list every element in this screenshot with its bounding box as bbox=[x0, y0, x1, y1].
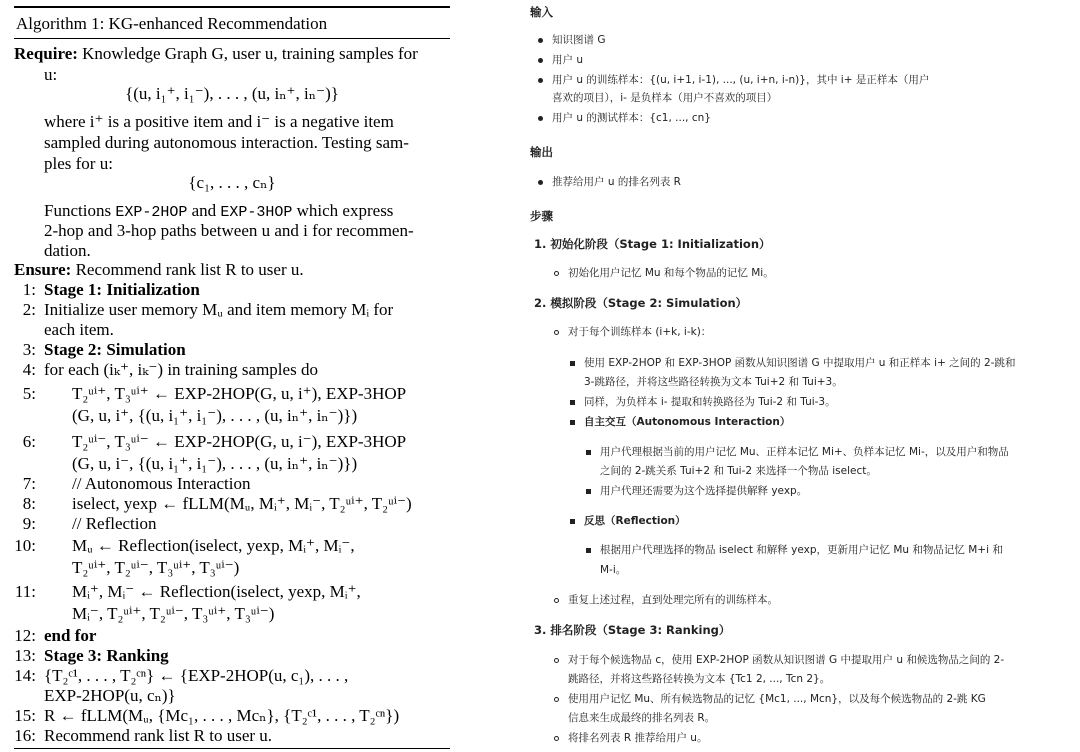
reflection-item-cont: M-i。 bbox=[600, 564, 627, 576]
square-bullet-icon bbox=[586, 548, 591, 553]
square-bullet-icon bbox=[586, 489, 591, 494]
input-item: 用户 u 的测试样本：{c1, ..., cn} bbox=[552, 112, 711, 124]
bullet-icon bbox=[538, 78, 543, 83]
stage3-item: 使用用户记忆 Mu、所有候选物品的记忆 {Mc1, ..., Mcn}，以及每个候选物品的 2-跳 KG bbox=[568, 693, 986, 705]
functions-word: Functions bbox=[44, 201, 112, 220]
input-item: 知识图谱 G bbox=[552, 34, 606, 46]
stage1-item: 初始化用户记忆 Mu 和每个物品的记忆 Mi。 bbox=[568, 267, 774, 279]
output-item: 推荐给用户 u 的排名列表 R bbox=[552, 176, 681, 188]
reflection-title: 反思（Reflection） bbox=[584, 515, 686, 527]
chinese-notes bbox=[510, 0, 1070, 752]
input-item: 用户 u 的训练样本：{(u, i+1, i-1), ..., (u, i+n, i-n)}，其中 i+ 是正样本（用户 bbox=[552, 74, 930, 86]
stage3-item: 对于每个候选物品 c，使用 EXP-2HOP 函数从知识图谱 G 中提取用户 u 和候选物品之间的 2- bbox=[568, 654, 1005, 666]
test-set: {c₁, . . . , cₙ} bbox=[188, 173, 276, 192]
stage2-title: 2. 模拟阶段（Stage 2: Simulation） bbox=[534, 296, 748, 310]
where-line-2: sampled during autonomous interaction. Testing sam- bbox=[44, 133, 409, 152]
ring-bullet-icon bbox=[554, 736, 559, 741]
stage1-title: 1. 初始化阶段（Stage 1: Initialization） bbox=[534, 237, 771, 251]
stage2-item: 同样，为负样本 i- 提取和转换路径为 Tui-2 和 Tui-3。 bbox=[584, 396, 836, 408]
functions-line-3: dation. bbox=[44, 241, 91, 260]
top-rule bbox=[14, 6, 450, 8]
auto-item: 用户代理还需要为这个选择提供解释 yexp。 bbox=[600, 485, 808, 497]
bullet-icon bbox=[538, 58, 543, 63]
stage3-item-cont: 信息来生成最终的排名列表 R。 bbox=[568, 712, 716, 724]
require-label: Require: bbox=[14, 44, 78, 63]
ring-bullet-icon bbox=[554, 271, 559, 276]
bullet-icon bbox=[538, 180, 543, 185]
ring-bullet-icon bbox=[554, 598, 559, 603]
square-bullet-icon bbox=[570, 361, 575, 366]
input-item: 用户 u bbox=[552, 54, 583, 66]
stage2-item: 使用 EXP-2HOP 和 EXP-3HOP 函数从知识图谱 G 中提取用户 u 和正样本 i+ 之间的 2-跳和 bbox=[584, 357, 1016, 369]
square-bullet-icon bbox=[570, 519, 575, 524]
stage3-item: 将排名列表 R 推荐给用户 u。 bbox=[568, 732, 708, 744]
input-item-cont: 喜欢的项目），i- 是负样本（用户不喜欢的项目） bbox=[552, 92, 778, 104]
stage2-item-cont: 3-跳路径，并将这些路径转换为文本 Tui+2 和 Tui+3。 bbox=[584, 376, 843, 388]
input-heading: 输入 bbox=[530, 5, 553, 19]
bullet-icon bbox=[538, 38, 543, 43]
where-line-1: where i⁺ is a positive item and i⁻ is a negative item bbox=[44, 112, 394, 131]
auto-item-cont: 之间的 2-跳关系 Tui+2 和 Tui-2 来选择一个物品 iselect。 bbox=[600, 465, 877, 477]
auto-item: 用户代理根据当前的用户记忆 Mu、正样本记忆 Mi+、负样本记忆 Mi-，以及用户和物品 bbox=[600, 446, 1009, 458]
ensure-label: Ensure: bbox=[14, 260, 72, 279]
steps-heading: 步骤 bbox=[530, 209, 553, 223]
and-word: and bbox=[191, 201, 217, 220]
ring-bullet-icon bbox=[554, 330, 559, 335]
output-heading: 输出 bbox=[530, 145, 553, 159]
exp-2hop-name: EXP-2HOP bbox=[115, 204, 188, 221]
square-bullet-icon bbox=[570, 420, 575, 425]
which-express: which express bbox=[296, 201, 394, 220]
training-set: {(u, i₁⁺, i₁⁻), . . . , (u, iₙ⁺, iₙ⁻)} bbox=[125, 84, 339, 103]
bottom-rule bbox=[14, 748, 450, 749]
where-line-3: ples for u: bbox=[44, 154, 113, 173]
ensure-text: Recommend rank list R to user u. bbox=[75, 260, 304, 279]
title-rule bbox=[14, 38, 450, 39]
ring-bullet-icon bbox=[554, 658, 559, 663]
ensure-line bbox=[14, 260, 304, 280]
square-bullet-icon bbox=[570, 400, 575, 405]
square-bullet-icon bbox=[586, 450, 591, 455]
bullet-icon bbox=[538, 116, 543, 121]
algorithm-box: Algorithm 1: KG-enhanced Recommendation Require: Knowledge Graph G, user u, training samples for u: {(u, i₁⁺, i₁⁻), . . . , (u, iₙ⁺, iₙ⁻)} where i⁺ is a positive item and i⁻ is a negative item sampled during autonomous interaction. Testing sam- ples for u: {c₁, . . . , cₙ} Functions EXP-2HOP and EXP-3HOP which express 2-hop and 3-hop paths between u and i for recommen- dation. Ensure: Recommend rank list R to user u. 1: Stage 1: Initialization 2: Initialize user memory Mᵤ and item memory Mᵢ for each item. 3: Stage 2: Simulation 4: for each (iₖ⁺, iₖ⁻) in training samples do 5: T₂ᵘⁱ⁺, T₃ᵘⁱ⁺ ← EXP-2HOP(G, u, i⁺), EXP-3HOP (G, u, i⁺, {(u, i₁⁺, i₁⁻), . . . , (u, iₙ⁺, iₙ⁻)}) 6: T₂ᵘⁱ⁻, T₃ᵘⁱ⁻ ← EXP-2HOP(G, u, i⁻), EXP-3HOP (G, u, i⁻, {(u, i₁⁺, i₁⁻), . . . , (u, iₙ⁺, iₙ⁻)}) 7: // Autonomous Interaction 8: iselect, yexp ← fLLM(Mᵤ, Mᵢ⁺, Mᵢ⁻, T₂ᵘⁱ⁺, T₂ᵘⁱ⁻) 9: // Reflection 10: Mᵤ ← Reflection(iselect, yexp, Mᵢ⁺, Mᵢ⁻, T₂ᵘⁱ⁺, T₂ᵘⁱ⁻, T₃ᵘⁱ⁺, T₃ᵘⁱ⁻) 11: Mᵢ⁺, Mᵢ⁻ ← Reflection(iselect, yexp, Mᵢ⁺, Mᵢ⁻, T₂ᵘⁱ⁺, T₂ᵘⁱ⁻, T₃ᵘⁱ⁺, T₃ᵘⁱ⁻) 12: end for 13: Stage 3: Ranking 14: {T₂ᶜ¹, . . . , T₂ᶜⁿ} ← {EXP-2HOP(u, c₁), . . . , EXP-2HOP(u, cₙ)} 15: R ← fLLM(Mᵤ, {Mc₁, . . . , Mcₙ}, {T₂ᶜ¹, . . . , T₂ᶜⁿ}) 16: Recommend rank list R to user u. bbox=[14, 0, 450, 752]
stage3-item-cont: 跳路径，并将这些路径转换为文本 {Tc1 2, ..., Tcn 2}。 bbox=[568, 673, 831, 685]
require-text: Knowledge Graph G, user u, training samples for bbox=[82, 44, 418, 63]
algorithm-title: Algorithm 1: KG-enhanced Recommendation bbox=[16, 14, 328, 33]
reflection-item: 根据用户代理选择的物品 iselect 和解释 yexp，更新用户记忆 Mu 和物品记忆 M+i 和 bbox=[600, 544, 1003, 556]
functions-line-2: 2-hop and 3-hop paths between u and i for recommen- bbox=[44, 221, 414, 240]
stage2-repeat: 重复上述过程，直到处理完所有的训练样本。 bbox=[568, 594, 778, 606]
autonomous-title: 自主交互（Autonomous Interaction） bbox=[584, 416, 791, 428]
ring-bullet-icon bbox=[554, 697, 559, 702]
require-u: u: bbox=[44, 65, 58, 84]
stage3-title: 3. 排名阶段（Stage 3: Ranking） bbox=[534, 623, 731, 637]
exp-3hop-name: EXP-3HOP bbox=[220, 204, 293, 221]
require-line bbox=[14, 44, 418, 64]
stage2-loop: 对于每个训练样本 (i+k, i-k)： bbox=[568, 326, 712, 338]
